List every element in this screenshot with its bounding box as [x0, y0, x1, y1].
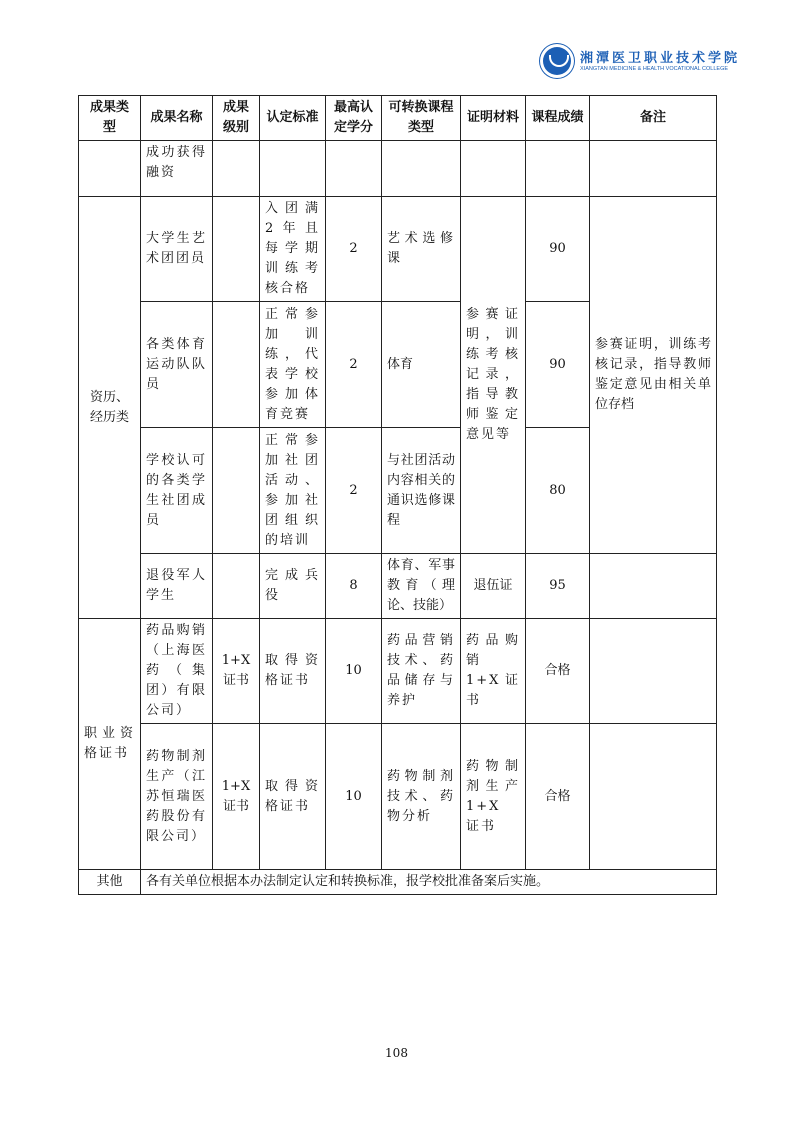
table-row	[79, 619, 717, 724]
school-name-cn: 湘潭医卫职业技术学院	[580, 51, 741, 66]
achievement-level	[213, 197, 260, 302]
achievement-type: 其他	[79, 870, 141, 895]
convertible-course: 药品营销技术、药品储存与养护	[382, 619, 461, 724]
achievement-type: 资历、经历类	[79, 197, 141, 619]
course-grade: 90	[526, 197, 590, 302]
proof-material: 药物制剂生产1+X 证书	[461, 724, 526, 870]
achievement-level	[213, 428, 260, 554]
achievement-name: 学校认可的各类学生社团成员	[141, 428, 213, 554]
header-note: 备注	[590, 96, 717, 141]
achievement-credit: 2	[326, 428, 382, 554]
achievement-level	[213, 302, 260, 428]
course-grade: 90	[526, 302, 590, 428]
table-row	[79, 197, 717, 302]
achievement-name: 成功获得融资	[141, 141, 213, 197]
achievement-credit: 10	[326, 724, 382, 870]
achievement-credit-table	[78, 95, 717, 895]
table-header-row	[79, 96, 717, 141]
other-description: 各有关单位根据本办法制定认定和转换标准，报学校批准备案后实施。	[141, 870, 717, 895]
school-logo	[540, 44, 741, 80]
header-standard: 认定标准	[260, 96, 326, 141]
achievement-name: 药物制剂生产（江苏恒瑞医药股份有限公司）	[141, 724, 213, 870]
achievement-standard: 取得资格证书	[260, 619, 326, 724]
page-number: 108	[385, 1046, 408, 1060]
achievement-credit: 2	[326, 302, 382, 428]
header-course: 可转换课程类型	[382, 96, 461, 141]
achievement-type: 职业资格证书	[79, 619, 141, 870]
achievement-credit: 10	[326, 619, 382, 724]
table-row	[79, 554, 717, 619]
header-proof: 证明材料	[461, 96, 526, 141]
achievement-level	[213, 554, 260, 619]
school-emblem-icon	[540, 44, 574, 78]
achievement-standard: 正常参加训练，代表学校参加体育竞赛	[260, 302, 326, 428]
remark	[590, 554, 717, 619]
achievement-name: 各类体育运动队队员	[141, 302, 213, 428]
achievement-credit: 8	[326, 554, 382, 619]
achievement-standard: 入团满2年且每学期训练考核合格	[260, 197, 326, 302]
achievement-standard: 取得资格证书	[260, 724, 326, 870]
table-row-other	[79, 870, 717, 895]
achievement-standard: 完成兵役	[260, 554, 326, 619]
achievement-name: 药品购销（上海医药（集团）有限公司）	[141, 619, 213, 724]
course-grade: 80	[526, 428, 590, 554]
achievement-credit: 2	[326, 197, 382, 302]
convertible-course: 体育	[382, 302, 461, 428]
convertible-course: 与社团活动内容相关的通识选修课程	[382, 428, 461, 554]
school-name-en: XIANGTAN MEDICINE & HEALTH VOCATIONAL COLLEGE	[580, 66, 729, 72]
proof-material: 药品购销 1+X证书	[461, 619, 526, 724]
achievement-level: 1+X证书	[213, 619, 260, 724]
convertible-course: 体育、军事教育（理论、技能）	[382, 554, 461, 619]
proof-material: 参赛证明，训练考核记录，指导教师鉴定意见等	[461, 197, 526, 554]
remark	[590, 619, 717, 724]
achievement-name: 退役军人学生	[141, 554, 213, 619]
table-row	[79, 724, 717, 870]
table-row-continued	[79, 141, 717, 197]
header-name: 成果名称	[141, 96, 213, 141]
achievement-level: 1+X证书	[213, 724, 260, 870]
header-credit: 最高认定学分	[326, 96, 382, 141]
achievement-name: 大学生艺术团团员	[141, 197, 213, 302]
convertible-course: 艺术选修课	[382, 197, 461, 302]
header-level: 成果级别	[213, 96, 260, 141]
header-grade: 课程成绩	[526, 96, 590, 141]
course-grade: 95	[526, 554, 590, 619]
proof-material: 退伍证	[461, 554, 526, 619]
course-grade: 合格	[526, 724, 590, 870]
remark: 参赛证明，训练考核记录，指导教师鉴定意见由相关单位存档	[590, 197, 717, 554]
convertible-course: 药物制剂技术、药物分析	[382, 724, 461, 870]
header-type: 成果类型	[79, 96, 141, 141]
achievement-standard: 正常参加社团活动、参加社团组织的培训	[260, 428, 326, 554]
remark	[590, 724, 717, 870]
course-grade: 合格	[526, 619, 590, 724]
